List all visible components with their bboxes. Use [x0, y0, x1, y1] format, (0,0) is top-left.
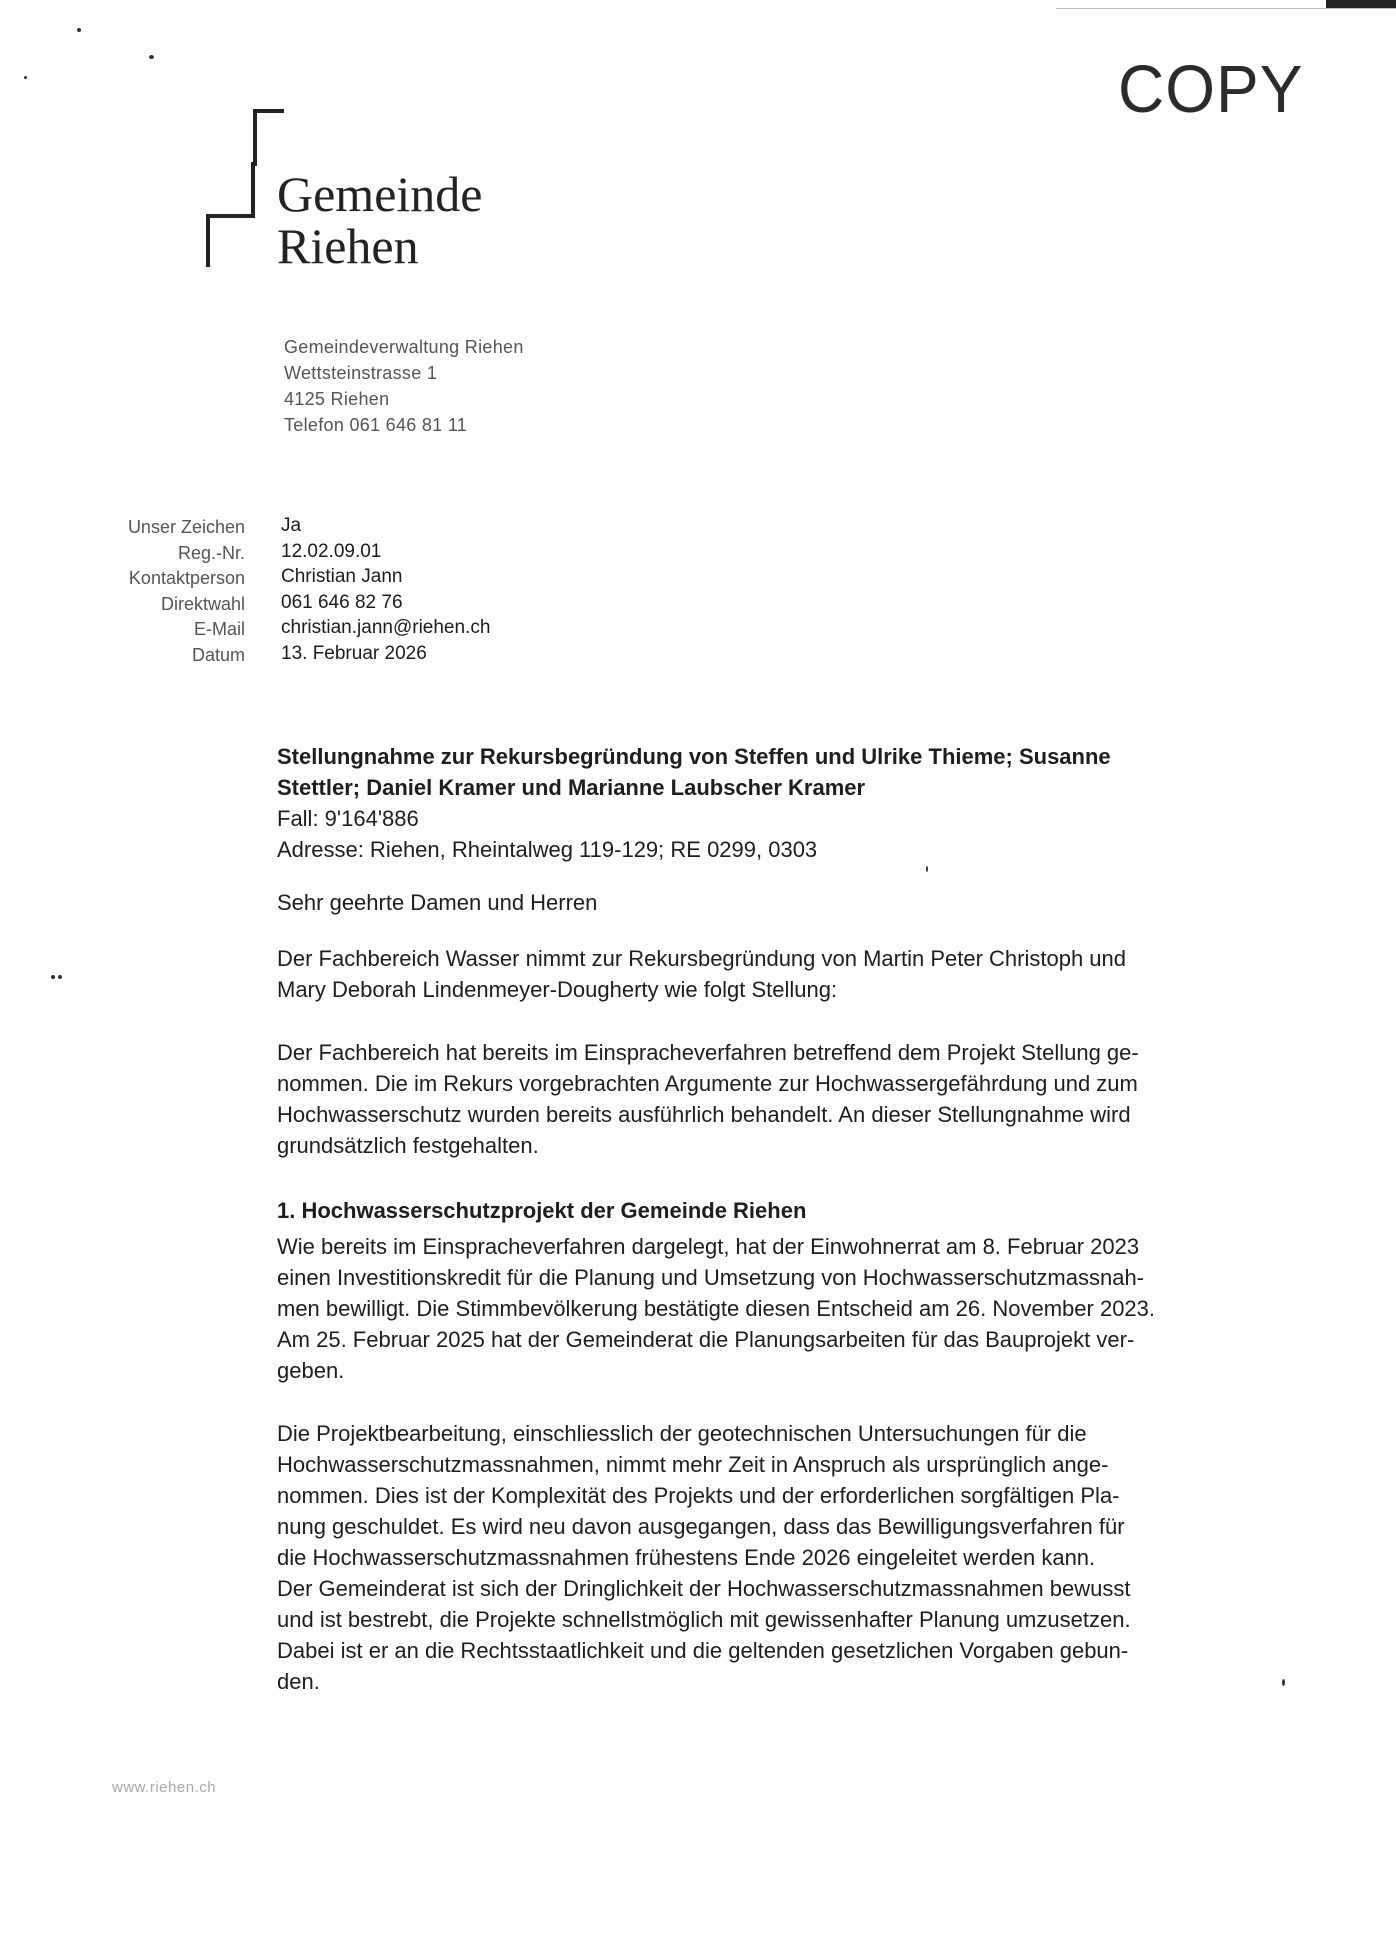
- sender-name: Gemeindeverwaltung Riehen: [284, 337, 524, 357]
- salutation: Sehr geehrte Damen und Herren: [277, 890, 598, 915]
- meta-label: Unser Zeichen: [127, 517, 245, 537]
- scan-speck: [51, 975, 55, 979]
- riehen-logo-mark-icon: [204, 108, 284, 273]
- text-line: nommen. Dies ist der Komplexität des Projekts und der erforderlichen sorgfältigen Pla-: [277, 1483, 1120, 1508]
- riehen-logo-text: [277, 168, 482, 272]
- text-line: Der Fachbereich hat bereits im Einspracheverfahren betreffend dem Projekt Stellung ge-: [277, 1040, 1139, 1065]
- footer-website-link[interactable]: www.riehen.ch: [112, 1779, 217, 1796]
- text-line: Mary Deborah Lindenmeyer-Dougherty wie folgt Stellung:: [277, 977, 838, 1002]
- logo-line-gemeinde: Gemeinde: [277, 166, 483, 222]
- text-line: die Hochwasserschutzmassnahmen frühestens Ende 2026 eingeleitet werden kann.: [277, 1545, 1096, 1570]
- meta-label: Kontaktperson: [128, 568, 245, 588]
- meta-label: Reg.-Nr.: [177, 542, 245, 563]
- text-line: und ist bestrebt, die Projekte schnellstmöglich mit gewissenhafter Planung umzusetzen.: [277, 1607, 1131, 1632]
- sender-phone: Telefon 061 646 81 11: [284, 415, 468, 435]
- text-line: Die Projektbearbeitung, einschliesslich der geotechnischen Untersuchungen für die: [277, 1421, 1087, 1446]
- meta-label: Datum: [191, 644, 245, 665]
- text-line: Hochwasserschutzmassnahmen, nimmt mehr Zeit in Anspruch als ursprünglich ange-: [277, 1452, 1109, 1477]
- text-line: Der Fachbereich Wasser nimmt zur Rekursbegründung von Martin Peter Christoph und: [277, 946, 1126, 971]
- text-line: den.: [277, 1669, 320, 1694]
- meta-label: E-Mail: [193, 619, 245, 639]
- meta-value-reference: Ja: [281, 515, 302, 536]
- scan-speck: [24, 76, 27, 79]
- case-info: [277, 803, 1277, 865]
- text-line: einen Investitionskredit für die Planung und Umsetzung von Hochwasserschutzmassnah-: [277, 1265, 1145, 1290]
- subject-line: Stettler; Daniel Kramer und Marianne Laubscher Kramer: [277, 775, 866, 800]
- meta-label: Direktwahl: [160, 593, 245, 614]
- text-line: nung geschuldet. Es wird neu davon ausgegangen, dass das Bewilligungsverfahren für: [277, 1514, 1125, 1539]
- text-line: Der Gemeinderat ist sich der Dringlichkeit der Hochwasserschutzmassnahmen bewusst: [277, 1576, 1131, 1601]
- meta-value-date: 13. Februar 2026: [281, 642, 427, 664]
- text-line: Hochwasserschutz wurden bereits ausführlich behandelt. An dieser Stellungnahme wird: [277, 1102, 1131, 1127]
- scan-edge-line: [1056, 8, 1396, 9]
- subject-heading: [277, 741, 1277, 803]
- text-line: Dabei ist er an die Rechtsstaatlichkeit und die geltenden gesetzlichen Vorgaben gebun-: [277, 1638, 1129, 1663]
- text-line: geben.: [277, 1358, 345, 1383]
- meta-values: [281, 513, 490, 666]
- sender-address-block: [284, 334, 524, 438]
- scan-speck: [77, 28, 81, 32]
- copy-stamp: COPY: [1118, 51, 1304, 127]
- sender-city: 4125 Riehen: [284, 389, 390, 409]
- scan-speck: [58, 975, 62, 979]
- section-paragraph: [277, 1231, 1277, 1386]
- case-address: Adresse: Riehen, Rheintalweg 119-129; RE 0299, 0303: [277, 837, 818, 862]
- text-line: nommen. Die im Rekurs vorgebrachten Argumente zur Hochwassergefährdung und zum: [277, 1071, 1138, 1096]
- logo-line-riehen: Riehen: [277, 218, 419, 274]
- section-paragraph: [277, 1418, 1277, 1697]
- meta-value-email: christian.jann@riehen.ch: [281, 617, 491, 638]
- scan-speck: [149, 55, 154, 59]
- section-heading: 1. Hochwasserschutzprojekt der Gemeinde Riehen: [277, 1198, 807, 1223]
- text-line: Wie bereits im Einspracheverfahren dargelegt, hat der Einwohnerrat am 8. Februar 2023: [277, 1234, 1140, 1259]
- text-line: Am 25. Februar 2025 hat der Gemeinderat die Planungsarbeiten für das Bauprojekt ver-: [277, 1327, 1135, 1352]
- subject-line: Stellungnahme zur Rekursbegründung von Steffen und Ulrike Thieme; Susanne: [277, 744, 1111, 769]
- meta-labels: [80, 515, 245, 668]
- scan-edge-mark: [1326, 0, 1396, 8]
- intro-paragraph: [277, 943, 1277, 1005]
- meta-value-direct-phone: 061 646 82 76: [281, 591, 403, 613]
- text-line: men bewilligt. Die Stimmbevölkerung bestätigte diesen Entscheid am 26. November 2023.: [277, 1296, 1156, 1321]
- statement-paragraph: [277, 1037, 1277, 1161]
- case-number: Fall: 9'164'886: [277, 806, 419, 831]
- meta-value-reg-nr: 12.02.09.01: [281, 540, 382, 562]
- sender-street: Wettsteinstrasse 1: [284, 363, 438, 383]
- meta-value-contact: Christian Jann: [281, 566, 403, 587]
- scan-speck: [1282, 1679, 1285, 1686]
- letter-body: [277, 741, 1277, 1697]
- text-line: grundsätzlich festgehalten.: [277, 1133, 539, 1158]
